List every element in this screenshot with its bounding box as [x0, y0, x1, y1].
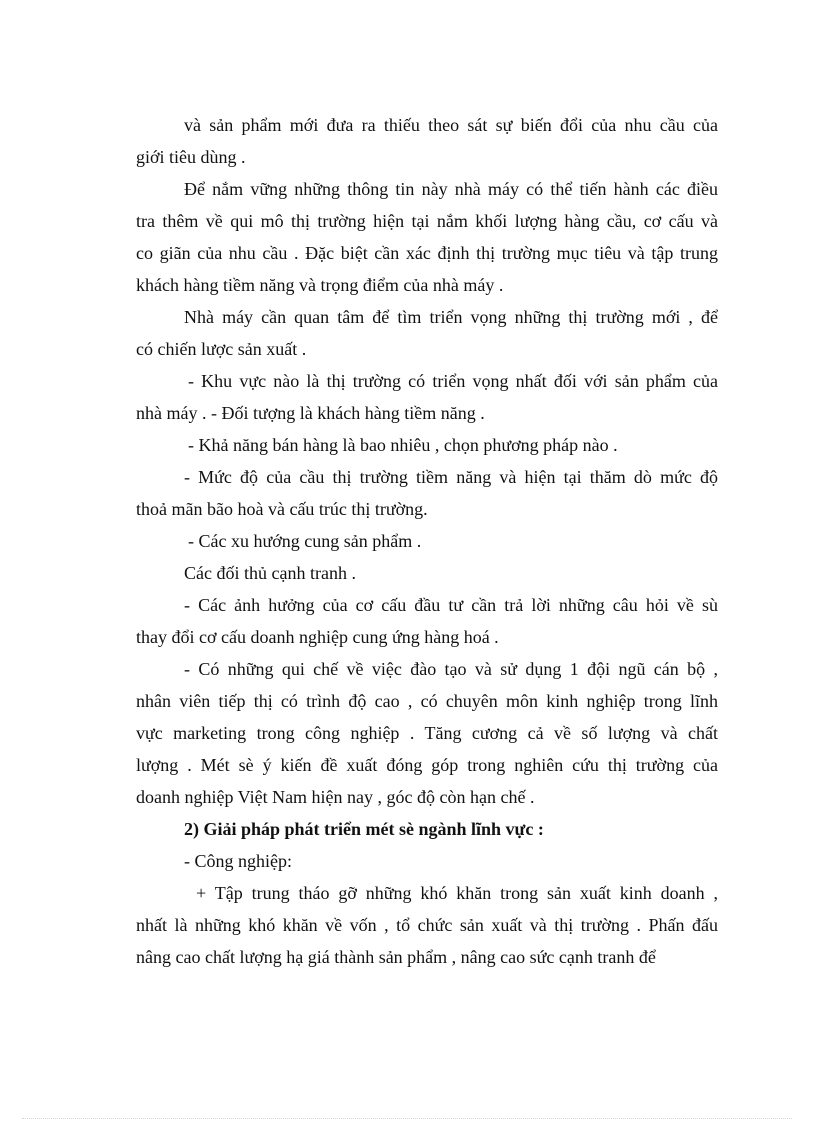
text-line: co giãn của nhu cầu . Đặc biệt cần xác định thị trường mục tiêu và tập trung [136, 243, 718, 263]
text-line: giới tiêu dùng . [136, 147, 246, 167]
text-line: - Có những qui chế về việc đào tạo và sử dụng 1 đội ngũ cán bộ , [184, 659, 718, 679]
text-line: doanh nghiệp Việt Nam hiện nay , góc độ còn hạn chế . [136, 787, 535, 807]
text-line: tra thêm về qui mô thị trường hiện tại nắm khối lượng hàng cầu, cơ cấu và [136, 211, 718, 231]
footer-divider [22, 1118, 792, 1119]
text-line: - Các ảnh hưởng của cơ cấu đầu tư cần trả lời những câu hỏi về sù [184, 595, 718, 615]
text-line: Nhà máy cần quan tâm để tìm triển vọng những thị trường mới , để [184, 307, 718, 327]
text-line: - Công nghiệp: [184, 851, 292, 871]
text-line: nhà máy . - Đối tượng là khách hàng tiềm năng . [136, 403, 485, 423]
text-line: và sản phẩm mới đưa ra thiếu theo sát sự biến đổi của nhu cầu của [184, 115, 718, 135]
text-line: Các đối thủ cạnh tranh . [184, 563, 356, 583]
text-line: lượng . Mét sè ý kiến đề xuất đóng góp trong nghiên cứu thị trường của [136, 755, 718, 775]
text-line: khách hàng tiềm năng và trọng điểm của nhà máy . [136, 275, 504, 295]
text-line: có chiến lược sản xuất . [136, 339, 307, 359]
text-line: nhất là những khó khăn về vốn , tổ chức sản xuất và thị trường . Phấn đấu [136, 915, 718, 935]
text-line: nhân viên tiếp thị có trình độ cao , có chuyên môn kinh nghiệp trong lĩnh [136, 691, 718, 711]
text-line: - Các xu hướng cung sản phẩm . [188, 531, 422, 551]
text-line: - Khu vực nào là thị trường có triển vọng nhất đối với sản phẩm của [188, 371, 718, 391]
text-line: - Khả năng bán hàng là bao nhiêu , chọn phương pháp nào . [188, 435, 618, 455]
text-line: thoả mãn bão hoà và cấu trúc thị trường. [136, 499, 428, 519]
text-line: Để nắm vững những thông tin này nhà máy có thể tiến hành các điều [184, 179, 718, 199]
text-line: nâng cao chất lượng hạ giá thành sản phẩm , nâng cao sức cạnh tranh để [136, 947, 656, 967]
text-line: - Mức độ của cầu thị trường tiềm năng và hiện tại thăm dò mức độ [184, 467, 718, 487]
section-heading: 2) Giải pháp phát triển mét sè ngành lĩnh vực : [184, 819, 544, 839]
text-line: vực marketing trong công nghiệp . Tăng cương cả về số lượng và chất [136, 723, 718, 743]
text-line: + Tập trung tháo gỡ những khó khăn trong sản xuất kinh doanh , [196, 883, 718, 903]
text-line: thay đổi cơ cấu doanh nghiệp cung ứng hàng hoá . [136, 627, 499, 647]
